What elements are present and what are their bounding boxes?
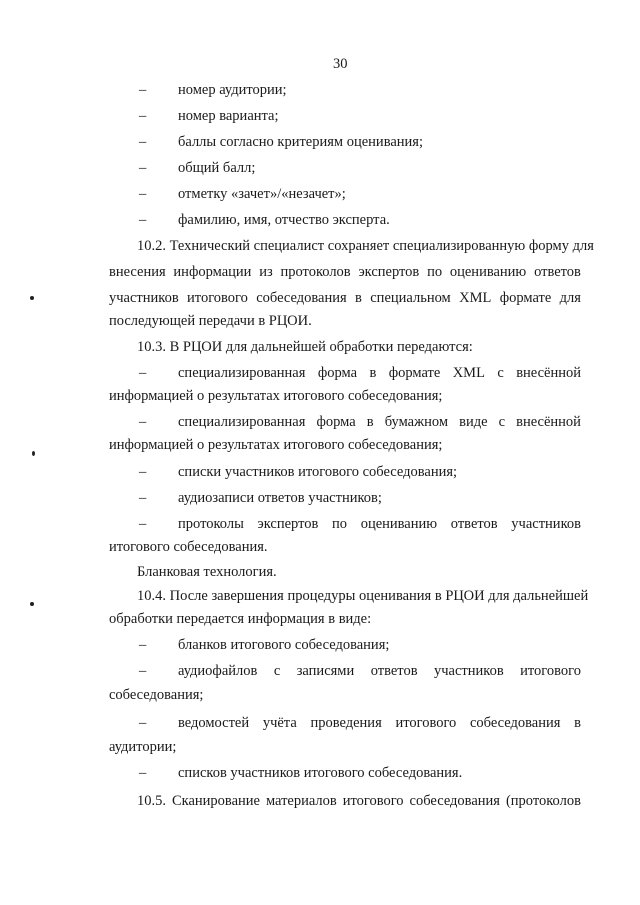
list-item-line: итогового собеседования. <box>109 539 268 555</box>
list-item-line: протоколы экспертов по оцениванию ответов участников <box>178 516 581 532</box>
paragraph-10-2-line: участников итогового собеседования в специальном XML формате для <box>109 290 581 306</box>
paragraph-10-3-intro: 10.3. В РЦОИ для дальнейшей обработки передаются: <box>137 339 473 355</box>
list-item-line: информацией о результатах итогового собеседования; <box>109 437 443 453</box>
list-item: аудиозаписи ответов участников; <box>178 490 382 506</box>
paragraph-10-4-line: 10.4. После завершения процедуры оценивания в РЦОИ для дальнейшей <box>137 588 589 604</box>
paragraph-10-2-line: 10.2. Технический специалист сохраняет специализированную форму для <box>137 238 594 254</box>
list-item: фамилию, имя, отчество эксперта. <box>178 212 390 228</box>
list-dash: – <box>139 134 147 150</box>
list-dash: – <box>139 516 147 532</box>
list-item-line: собеседования; <box>109 687 204 703</box>
list-dash: – <box>139 82 147 98</box>
list-dash: – <box>139 490 147 506</box>
paragraph-10-2-line: последующей передачи в РЦОИ. <box>109 313 312 329</box>
list-item-line: информацией о результатах итогового собеседования; <box>109 388 443 404</box>
list-item: списки участников итогового собеседования; <box>178 464 458 480</box>
list-item: баллы согласно критериям оценивания; <box>178 134 423 150</box>
page-number: 30 <box>333 56 348 72</box>
paragraph-10-2-line: внесения информации из протоколов экспертов по оцениванию ответов <box>109 264 581 280</box>
paragraph-10-5-line: 10.5. Сканирование материалов итогового собеседования (протоколов <box>137 793 581 809</box>
list-dash: – <box>139 637 147 653</box>
list-item-line: аудитории; <box>109 739 177 755</box>
scan-dot <box>32 451 35 456</box>
list-dash: – <box>139 663 147 679</box>
list-dash: – <box>139 212 147 228</box>
list-dash: – <box>139 715 147 731</box>
list-item: номер аудитории; <box>178 82 287 98</box>
list-dash: – <box>139 108 147 124</box>
paragraph-10-4-line: обработки передается информация в виде: <box>109 611 372 627</box>
section-heading: Бланковая технология. <box>137 564 277 580</box>
list-item: отметку «зачет»/«незачет»; <box>178 186 346 202</box>
scan-dot <box>30 602 34 606</box>
list-item: бланков итогового собеседования; <box>178 637 390 653</box>
list-dash: – <box>139 765 147 781</box>
list-item-line: аудиофайлов с записями ответов участников итогового <box>178 663 581 679</box>
list-item: номер варианта; <box>178 108 279 124</box>
list-item: общий балл; <box>178 160 256 176</box>
list-item: списков участников итогового собеседования. <box>178 765 463 781</box>
list-dash: – <box>139 160 147 176</box>
list-dash: – <box>139 464 147 480</box>
list-dash: – <box>139 365 147 381</box>
list-dash: – <box>139 414 147 430</box>
scan-dot <box>30 296 34 300</box>
list-item-line: специализированная форма в бумажном виде с внесённой <box>178 414 581 430</box>
list-item-line: ведомостей учёта проведения итогового собеседования в <box>178 715 581 731</box>
list-dash: – <box>139 186 147 202</box>
list-item-line: специализированная форма в формате XML с внесённой <box>178 365 581 381</box>
